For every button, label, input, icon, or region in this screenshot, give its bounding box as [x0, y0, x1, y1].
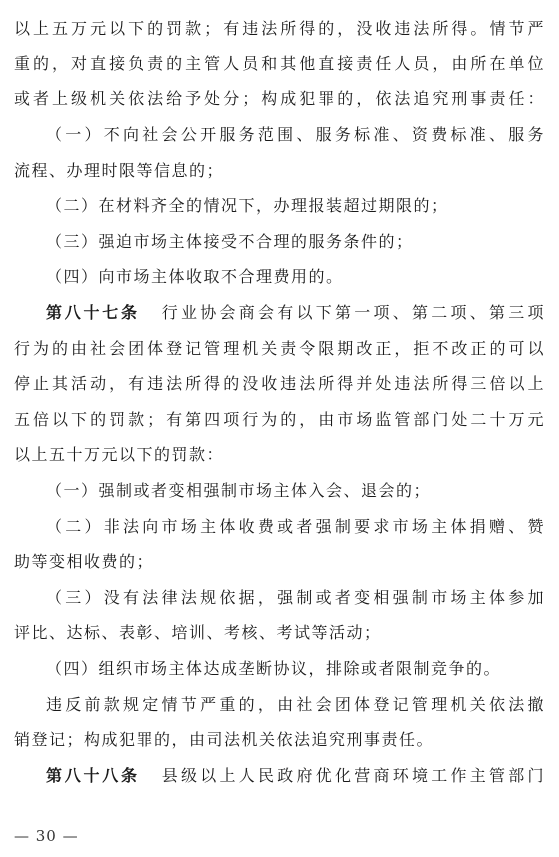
- text-line-3: 或者上级机关依法给予处分；构成犯罪的，依法追究刑事责任：: [14, 89, 545, 108]
- text-line-17: （三）没有法律法规依据，强制或者变相强制市场主体参加: [46, 588, 545, 607]
- page-number: — 30 —: [14, 827, 79, 845]
- text-line-20: 违反前款规定情节严重的，由社会团体登记管理机关依法撤: [46, 695, 545, 714]
- text-line-22: 县级以上人民政府优化营商环境工作主管部门: [161, 766, 545, 785]
- text-line-16: 助等变相收费的；: [14, 552, 155, 571]
- text-line-15: （二）非法向市场主体收费或者强制要求市场主体捐赠、赞: [46, 517, 545, 536]
- text-line-13: 以上五十万元以下的罚款：: [14, 445, 225, 464]
- article-87-line: [46, 302, 545, 324]
- text-line-21: 销登记；构成犯罪的，由司法机关依法追究刑事责任。: [14, 730, 435, 749]
- text-line-12: 五倍以下的罚款；有第四项行为的，由市场监管部门处二十万元: [14, 410, 545, 429]
- text-line-6: （二）在材料齐全的情况下，办理报装超过期限的；: [46, 196, 449, 215]
- article-88-heading: 第八十八条: [46, 766, 140, 785]
- text-line-10: 行为的由社会团体登记管理机关责令限期改正，拒不改正的可以: [14, 339, 545, 358]
- text-line-7: （三）强迫市场主体接受不合理的服务条件的；: [46, 232, 414, 251]
- text-line-9: 行业协会商会有以下第一项、第二项、第三项: [161, 303, 545, 322]
- text-line-18: 评比、达标、表彰、培训、考核、考试等活动；: [14, 623, 382, 642]
- text-line-14: （一）强制或者变相强制市场主体入会、退会的；: [46, 481, 432, 500]
- article-87-heading: 第八十七条: [46, 303, 140, 322]
- text-line-11: 停止其活动，有违法所得的没收违法所得并处违法所得三倍以上: [14, 374, 545, 393]
- text-line-4: （一）不向社会公开服务范围、服务标准、资费标准、服务: [46, 125, 545, 144]
- article-88-line: [46, 765, 545, 787]
- text-line-1: 以上五万元以下的罚款；有违法所得的，没收违法所得。情节严: [14, 19, 545, 38]
- text-line-2: 重的，对直接负责的主管人员和其他直接责任人员，由所在单位: [14, 54, 545, 73]
- text-line-8: （四）向市场主体收取不合理费用的。: [46, 267, 344, 286]
- text-line-19: （四）组织市场主体达成垄断协议，排除或者限制竞争的。: [46, 659, 502, 678]
- text-line-5: 流程、办理时限等信息的；: [14, 161, 225, 180]
